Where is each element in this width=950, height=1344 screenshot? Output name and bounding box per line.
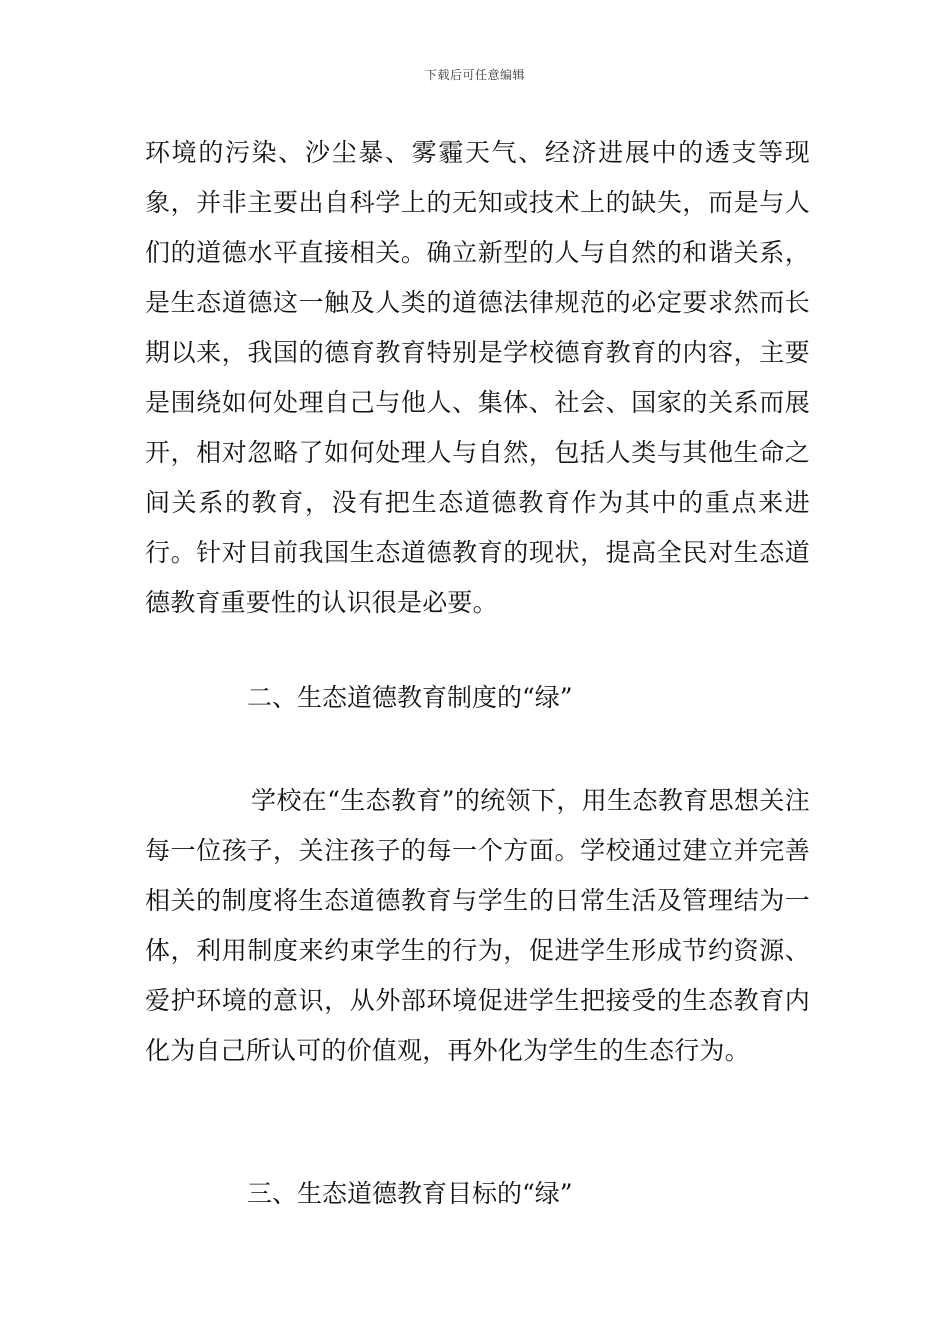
paragraph-school-system: 学校在“生态教育”的统领下，用生态教育思想关注每一位孩子，关注孩子的每一个方面。学校通过建立并完善相关的制度将生态道德教育与学生的日常生活及管理结为一体，利用制度来约束学生的行为，促进学生形成节约资源、爱护环境的意识，从外部环境促进学生把接受的生态教育内化为自己所认可的价值观，再外化为学生的生态行为。 xyxy=(145,786,810,1065)
section-heading-goal: 三、生态道德教育目标的“绿” xyxy=(247,1179,573,1208)
section-heading-system: 二、生态道德教育制度的“绿” xyxy=(247,683,573,712)
paragraph-eco-morality-intro: 环境的污染、沙尘暴、雾霾天气、经济进展中的透支等现象，并非主要出自科学上的无知或技术上的缺失，而是与人们的道德水平直接相关。确立新型的人与自然的和谐关系，是生态道德这一触及人类的道德法律规范的必定要求然而长期以来，我国的德育教育特别是学校德育教育的内容，主要是围绕如何处理自己与他人、集体、社会、国家的关系而展开，相对忽略了如何处理人与自然，包括人类与其他生命之间关系的教育，没有把生态道德教育作为其中的重点来进行。针对目前我国生态道德教育的现状，提高全民对生态道德教育重要性的认识很是必要。 xyxy=(145,138,810,617)
page-header: 下载后可任意编辑 xyxy=(424,68,525,82)
